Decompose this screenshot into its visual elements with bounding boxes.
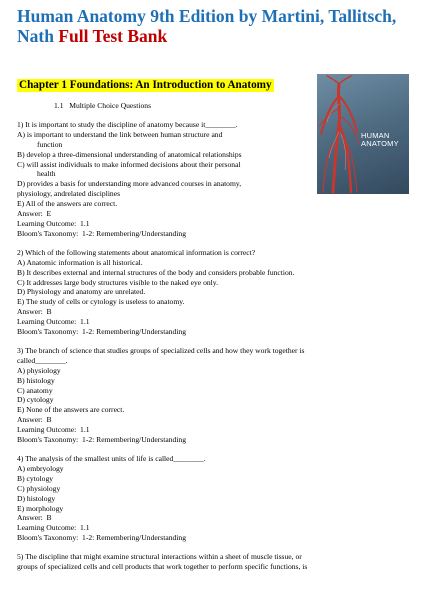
question-line: A) embryology — [17, 463, 64, 473]
question-line: 1) It is important to study the discipline of anatomy because it________. — [17, 119, 238, 129]
question-line: E) None of the answers are correct. — [17, 405, 125, 415]
question-line: B) histology — [17, 375, 55, 385]
question-line: A) physiology — [17, 365, 61, 375]
cover-title: HUMAN ANATOMY — [361, 131, 399, 148]
question-line: Bloom's Taxonomy: 1-2: Remembering/Understanding — [17, 228, 187, 238]
question-block — [17, 248, 417, 337]
question-line: Learning Outcome: 1.1 — [17, 425, 90, 435]
question-line: D) cytology — [17, 395, 54, 405]
question-line: 5) The discipline that might examine structural interactions within a sheet of muscle tissue, or — [17, 552, 302, 562]
question-block — [17, 120, 329, 239]
question-line: B) develop a three-dimensional understanding of anatomical relationships — [17, 149, 242, 159]
question-line: C) It addresses large body structures visible to the naked eye only. — [17, 277, 218, 287]
question-line: 2) Which of the following statements about anatomical information is correct? — [17, 247, 256, 257]
title-highlight: Full Test Bank — [58, 26, 168, 46]
question-line: Learning Outcome: 1.1 — [17, 317, 90, 327]
question-line: called________. — [17, 355, 68, 365]
question-line: physiology, andrelated disciplines — [17, 189, 121, 199]
question-line: Answer: B — [17, 513, 52, 523]
question-block — [17, 552, 417, 572]
question-line: function — [37, 139, 63, 149]
chapter-heading: Chapter 1 Foundations: An Introduction to Anatomy — [19, 79, 272, 91]
question-line: C) will assist individuals to make informed decisions about their personal — [17, 159, 241, 169]
question-line: Answer: B — [17, 307, 52, 317]
question-line: health — [37, 169, 56, 179]
document-body — [17, 101, 329, 572]
question-line: Bloom's Taxonomy: 1-2: Remembering/Understanding — [17, 435, 187, 445]
question-line: groups of specialized cells and cell products that work together to perform specific functions, is — [17, 562, 308, 572]
question-block — [17, 454, 417, 543]
question-line: E) All of the answers are correct. — [17, 199, 118, 209]
question-line: D) Physiology and anatomy are unrelated. — [17, 287, 146, 297]
question-line: E) morphology — [17, 503, 64, 513]
question-line: B) cytology — [17, 473, 54, 483]
question-line: Bloom's Taxonomy: 1-2: Remembering/Understanding — [17, 327, 187, 337]
question-line: A) Anatomic information is all historical. — [17, 257, 143, 267]
book-cover-image — [317, 74, 409, 194]
question-line: E) The study of cells or cytology is useless to anatomy. — [17, 297, 185, 307]
question-line: Answer: B — [17, 415, 52, 425]
question-line: Learning Outcome: 1.1 — [17, 218, 90, 228]
question-block — [17, 346, 417, 445]
question-line: A) is important to understand the link between human structure and — [17, 129, 223, 139]
question-line: D) provides a basis for understanding more advanced courses in anatomy, — [17, 179, 242, 189]
question-line: Bloom's Taxonomy: 1-2: Remembering/Understanding — [17, 533, 187, 543]
question-line: Learning Outcome: 1.1 — [17, 523, 90, 533]
title-main: Human Anatomy 9th Edition by Martini, Tallitsch, Nath — [17, 6, 397, 46]
question-line: D) histology — [17, 493, 56, 503]
question-line: 4) The analysis of the smallest units of life is called________. — [17, 454, 206, 463]
question-line: B) It describes external and internal structures of the body and considers probable function. — [17, 267, 295, 277]
question-line: C) anatomy — [17, 385, 53, 395]
section-subheading: 1.1 Multiple Choice Questions — [54, 101, 152, 110]
question-line: 3) The branch of science that studies groups of specialized cells and how they work together is — [17, 345, 305, 355]
question-line: C) physiology — [17, 483, 61, 493]
question-line: Answer: E — [17, 209, 52, 219]
document-title — [17, 6, 417, 46]
